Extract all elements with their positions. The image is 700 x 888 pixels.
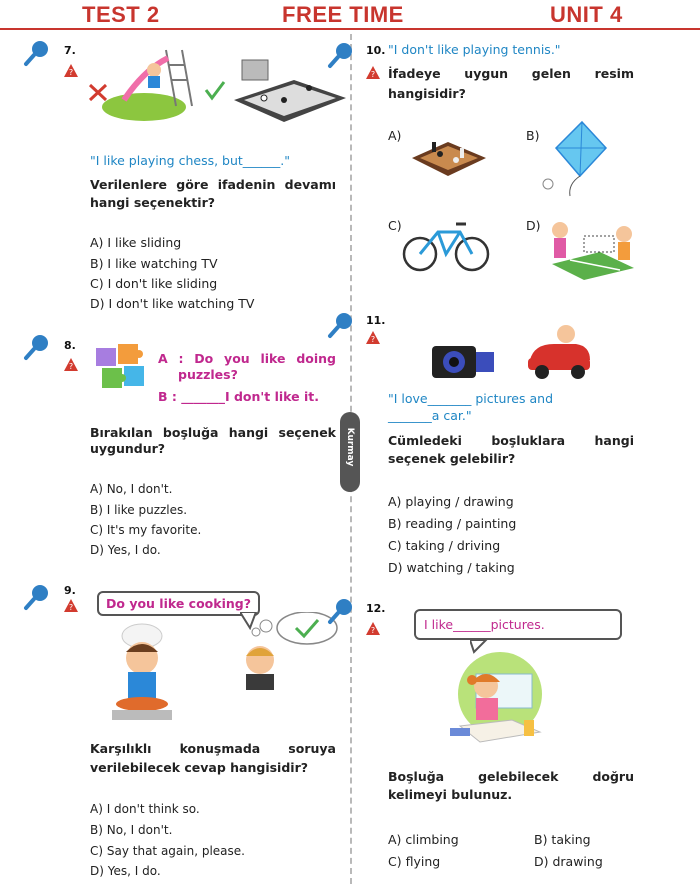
q7-question-line1: Verilenlere göre ifadenin devamı bbox=[90, 177, 336, 192]
q12-question-line1: Boşluğa gelebilecek doğru bbox=[388, 769, 634, 784]
chef-boy-icon bbox=[112, 624, 172, 720]
q11-question-line2: seçenek gelebilir? bbox=[388, 451, 516, 466]
q7-quote: "I like playing chess, but______." bbox=[90, 153, 291, 168]
q7-option-c[interactable]: C) I don't like sliding bbox=[90, 276, 218, 291]
q9-question-line1: Karşılıklı konuşmada soruya bbox=[90, 741, 336, 756]
q9-option-a[interactable]: A) I don't think so. bbox=[90, 802, 200, 816]
q12-option-a[interactable]: A) climbing bbox=[388, 832, 459, 847]
q12-question-line2: kelimeyi bulunuz. bbox=[388, 787, 513, 802]
svg-text:?: ? bbox=[68, 603, 74, 612]
svg-text:?: ? bbox=[68, 362, 74, 371]
warning-icon bbox=[64, 358, 78, 371]
q8-question-line1: Bırakılan boşluğa hangi seçenek bbox=[90, 425, 336, 440]
q11-option-d[interactable]: D) watching / taking bbox=[388, 560, 515, 575]
q7-question-line2: hangi seçenektir? bbox=[90, 195, 215, 210]
q10-question-line1: İfadeye uygun gelen resim bbox=[388, 66, 634, 81]
q7-number: 7. bbox=[64, 44, 76, 57]
q9-question-line2: verilebilecek cevap hangisidir? bbox=[90, 760, 308, 775]
magnifier-icon bbox=[22, 38, 52, 68]
kite-icon bbox=[540, 118, 610, 198]
q11-question-line1: Cümledeki boşluklara hangi bbox=[388, 433, 634, 448]
test-number: TEST 2 bbox=[82, 2, 160, 27]
unit-label: UNIT 4 bbox=[550, 2, 623, 27]
warning-icon bbox=[366, 66, 380, 79]
q8-number: 8. bbox=[64, 339, 76, 352]
q11-option-b[interactable]: B) reading / painting bbox=[388, 516, 517, 531]
puzzle-icon bbox=[92, 340, 154, 396]
magnifier-icon bbox=[326, 310, 356, 340]
warning-icon bbox=[64, 599, 78, 612]
svg-text:?: ? bbox=[370, 626, 376, 635]
q12-option-c[interactable]: C) flying bbox=[388, 854, 441, 869]
q9-speech-bubble: Do you like cooking? bbox=[97, 591, 260, 616]
q12-speech-bubble: I like______pictures. bbox=[414, 609, 622, 640]
brand-label: Kurmay bbox=[345, 427, 355, 467]
q12-option-d[interactable]: D) drawing bbox=[534, 854, 603, 869]
q8-option-c[interactable]: C) It's my favorite. bbox=[90, 523, 202, 537]
q10-option-c-label[interactable]: C) bbox=[388, 218, 402, 233]
q10-quote: "I don't like playing tennis." bbox=[388, 42, 561, 57]
car-icon bbox=[524, 320, 594, 384]
q9-option-c[interactable]: C) Say that again, please. bbox=[90, 844, 245, 858]
q11-number: 11. bbox=[366, 314, 386, 327]
q9-option-d[interactable]: D) Yes, I do. bbox=[90, 864, 161, 878]
q10-option-d-label[interactable]: D) bbox=[526, 218, 541, 233]
chess-icon bbox=[408, 128, 488, 180]
magnifier-icon bbox=[22, 582, 52, 612]
q10-option-a-label[interactable]: A) bbox=[388, 128, 402, 143]
boy-icon bbox=[246, 646, 274, 690]
svg-text:?: ? bbox=[68, 68, 74, 77]
q8-dialog-b: B : _______I don't like it. bbox=[158, 389, 319, 404]
camera-icon bbox=[428, 336, 498, 386]
checkmark-icon bbox=[206, 82, 224, 98]
magnifier-icon bbox=[326, 596, 356, 626]
warning-icon bbox=[366, 331, 380, 344]
q10-number: 10. bbox=[366, 44, 386, 57]
q9-option-b[interactable]: B) No, I don't. bbox=[90, 823, 173, 837]
svg-text:?: ? bbox=[370, 70, 376, 79]
q8-option-b[interactable]: B) I like puzzles. bbox=[90, 503, 188, 517]
topic-title: FREE TIME bbox=[282, 2, 404, 27]
q8-option-a[interactable]: A) No, I don't. bbox=[90, 482, 173, 496]
q12-number: 12. bbox=[366, 602, 386, 615]
q12-option-b[interactable]: B) taking bbox=[534, 832, 591, 847]
q10-option-b-label[interactable]: B) bbox=[526, 128, 540, 143]
tennis-icon bbox=[540, 208, 636, 280]
svg-text:?: ? bbox=[370, 335, 376, 344]
q9-number: 9. bbox=[64, 584, 76, 597]
magnifier-icon bbox=[326, 40, 356, 70]
header-rule bbox=[0, 28, 700, 30]
q8-option-d[interactable]: D) Yes, I do. bbox=[90, 543, 161, 557]
q11-option-c[interactable]: C) taking / driving bbox=[388, 538, 501, 553]
q11-quote-line1: "I love_______ pictures and bbox=[388, 391, 554, 406]
q11-option-a[interactable]: A) playing / drawing bbox=[388, 494, 514, 509]
q7-illustration bbox=[84, 40, 354, 125]
q7-option-b[interactable]: B) I like watching TV bbox=[90, 256, 218, 271]
warning-icon bbox=[366, 622, 380, 635]
q8-dialog-a2: puzzles? bbox=[178, 367, 238, 382]
magnifier-icon bbox=[22, 332, 52, 362]
cross-icon bbox=[90, 85, 106, 100]
q7-option-d[interactable]: D) I don't like watching TV bbox=[90, 296, 255, 311]
q7-option-a[interactable]: A) I like sliding bbox=[90, 235, 182, 250]
q10-question-line2: hangisidir? bbox=[388, 86, 466, 101]
q12-girl-drawing-illustration bbox=[440, 648, 560, 748]
q8-dialog-a: A : Do you like doing bbox=[158, 351, 336, 366]
q9-illustration bbox=[102, 612, 342, 730]
q8-question-line2: uygundur? bbox=[90, 441, 166, 456]
q11-quote-line2: _______a car." bbox=[388, 408, 472, 423]
warning-icon bbox=[64, 64, 78, 77]
brand-tab bbox=[338, 412, 362, 492]
bicycle-icon bbox=[400, 218, 492, 274]
